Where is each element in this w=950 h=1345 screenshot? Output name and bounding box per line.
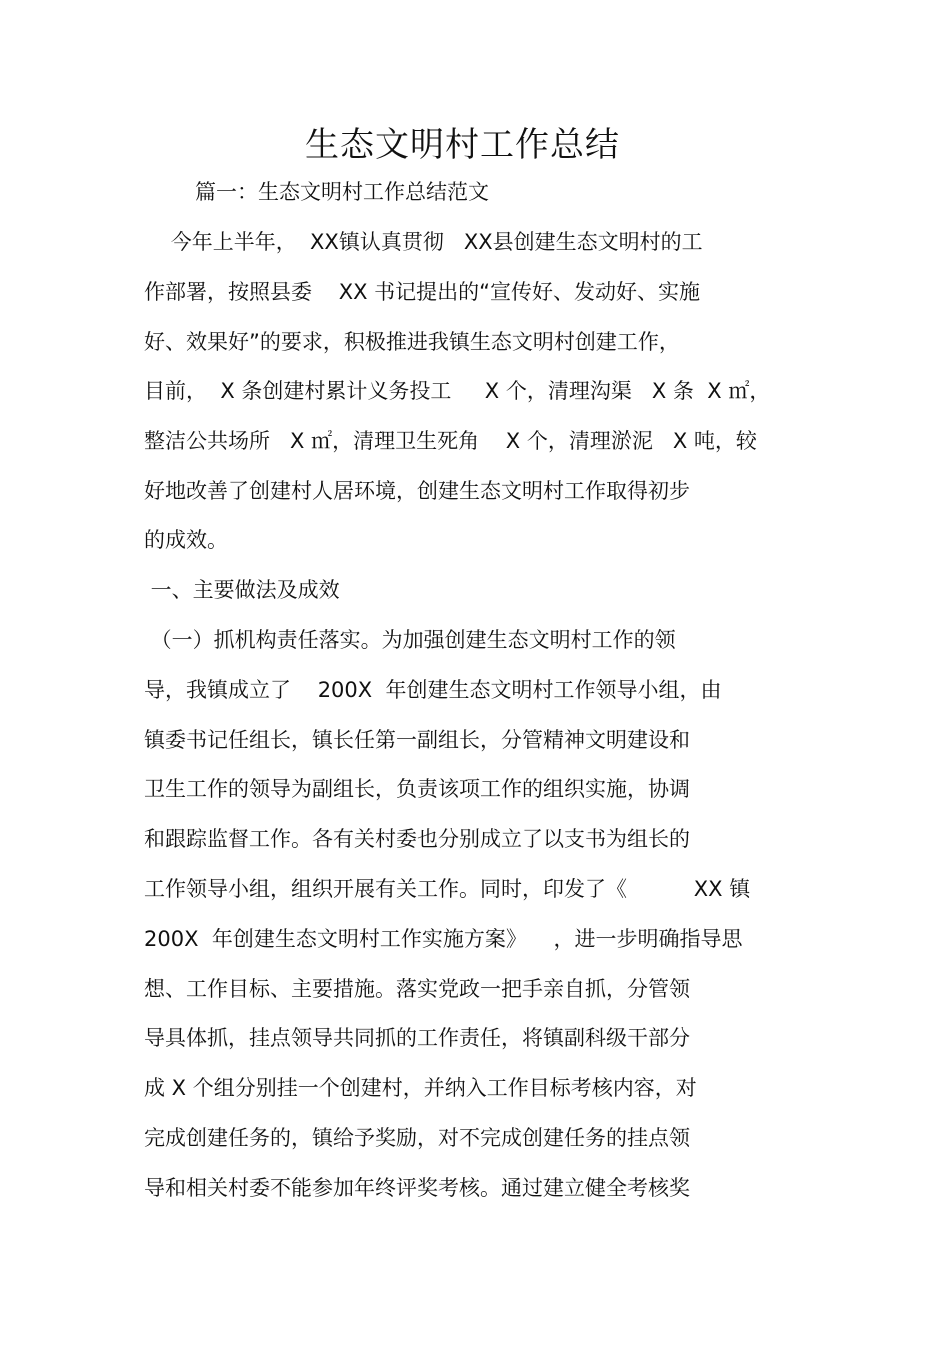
document-title: 生态文明村工作总结 — [305, 125, 620, 165]
body-line: 作部署，按照县委 XX 书记提出的“宣传好、发动好、实施 — [144, 280, 701, 304]
body-line: 200X 年创建生态文明村工作实施方案》 ，进一步明确指导思 — [144, 927, 743, 951]
body-line: 好、效果好”的要求，积极推进我镇生态文明村创建工作， — [144, 330, 680, 354]
body-line: 导具体抓，挂点领导共同抓的工作责任，将镇副科级干部分 — [144, 1026, 690, 1050]
body-line: 镇委书记任组长，镇长任第一副组长，分管精神文明建设和 — [144, 728, 690, 752]
section-heading: 一、主要做法及成效 — [144, 578, 340, 602]
body-line: 成 X 个组分别挂一个创建村，并纳入工作目标考核内容，对 — [144, 1076, 697, 1100]
body-line: 工作领导小组，组织开展有关工作。同时，印发了《 XX 镇 — [144, 877, 751, 901]
body-line: 好地改善了创建村人居环境，创建生态文明村工作取得初步 — [144, 479, 690, 503]
body-line: 导和相关村委不能参加年终评奖考核。通过建立健全考核奖 — [144, 1176, 690, 1200]
body-line: 导，我镇成立了 200X 年创建生态文明村工作领导小组，由 — [144, 678, 722, 702]
body-line: 卫生工作的领导为副组长，负责该项工作的组织实施，协调 — [144, 777, 690, 801]
body-line: 想、工作目标、主要措施。落实党政一把手亲自抓，分管领 — [144, 977, 690, 1001]
body-line: 整洁公共场所 X ㎡，清理卫生死角 X 个，清理淤泥 X 吨，较 — [144, 429, 757, 453]
body-line: 和跟踪监督工作。各有关村委也分别成立了以支书为组长的 — [144, 827, 690, 851]
body-line: 完成创建任务的，镇给予奖励，对不完成创建任务的挂点领 — [144, 1126, 690, 1150]
body-line: 今年上半年， XX镇认真贯彻 XX县创建生态文明村的工 — [144, 230, 703, 254]
document-subtitle: 篇一：生态文明村工作总结范文 — [195, 180, 489, 204]
body-line: 的成效。 — [144, 528, 228, 552]
body-line: （一）抓机构责任落实。为加强创建生态文明村工作的领 — [144, 628, 676, 652]
body-line: 目前， X 条创建村累计义务投工 X 个，清理沟渠 X 条 X ㎡， — [144, 379, 771, 403]
